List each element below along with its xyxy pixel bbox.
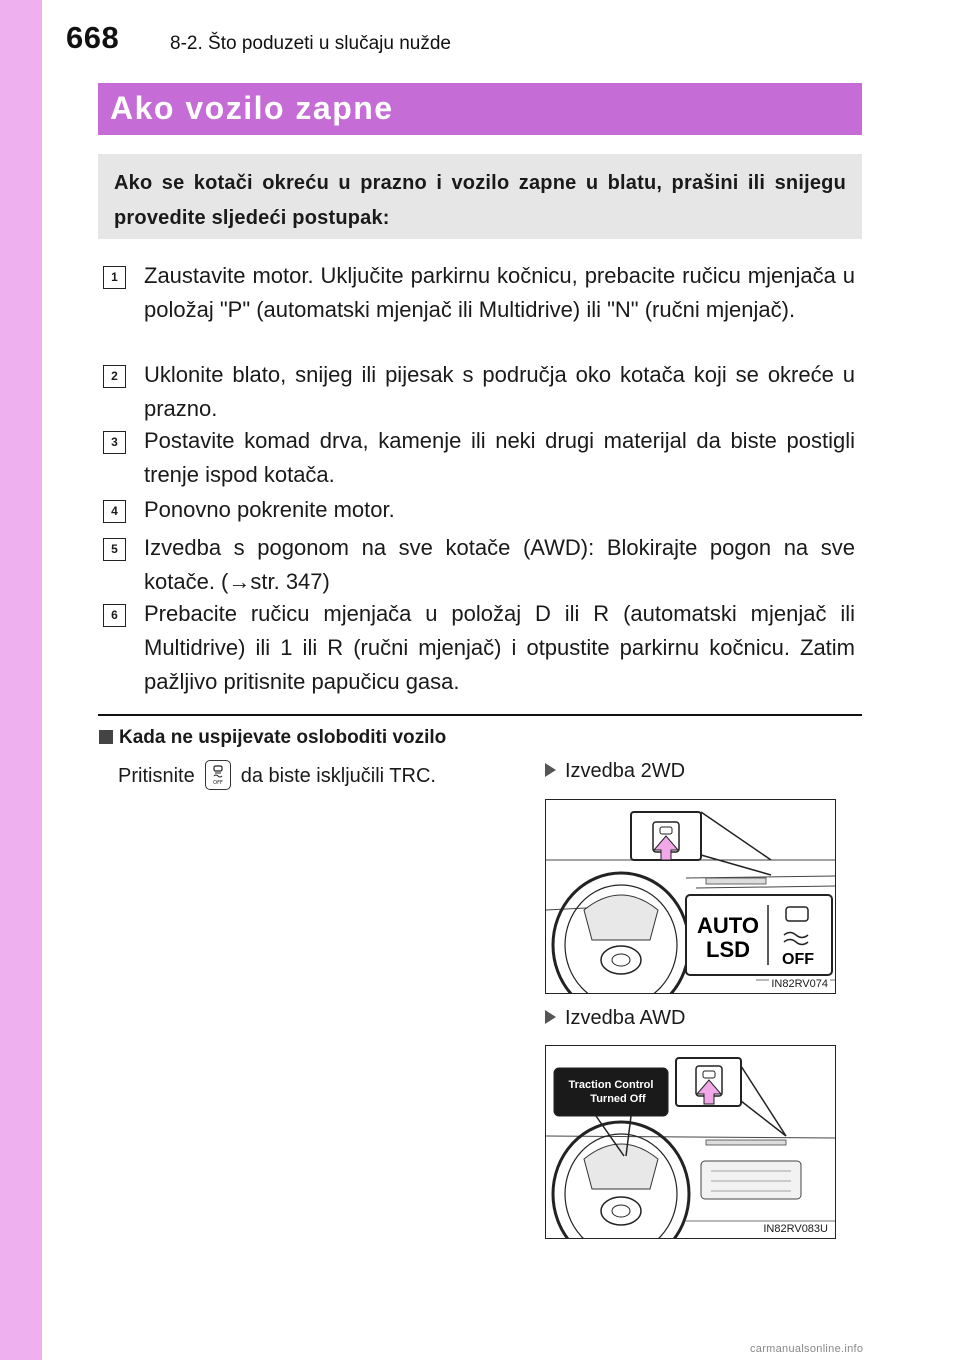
step-text: Uklonite blato, snijeg ili pijesak s područja oko kotača koji se okreće u prazno. — [144, 362, 855, 421]
step-text: Prebacite ručicu mjenjača u položaj D ili R (automatski mjenjač ili Multidrive) ili 1 ili R (ručni mjenjač) i otpustite parkirnu kočnicu. Zatim pažljivo pritisnite papučicu gasa. — [144, 601, 855, 694]
title-banner — [98, 83, 862, 135]
page-number: 668 — [66, 20, 120, 55]
triangle-bullet-icon — [545, 763, 556, 777]
note-text — [118, 760, 436, 790]
step-text: Ponovno pokrenite motor. — [144, 497, 395, 522]
figure-2wd-dashboard — [545, 799, 836, 994]
variant-label-2wd — [545, 760, 685, 783]
square-bullet-icon — [99, 730, 113, 744]
step-5 — [103, 531, 855, 599]
step-4 — [103, 493, 855, 527]
display-line-2: Turned Off — [590, 1093, 646, 1105]
display-line-1: Traction Control — [568, 1079, 654, 1091]
section-header: 8-2. Što poduzeti u slučaju nužde — [170, 33, 451, 54]
step-number: 6 — [103, 604, 126, 627]
step-text: Postavite komad drva, kamenje ili neki drugi materijal da biste postigli trenje ispod kotača. — [144, 428, 855, 487]
step-text: Zaustavite motor. Uključite parkirnu kočnicu, prebacite ručicu mjenjača u položaj "P" (automatski mjenjač ili Multidrive) ili "N" (ručni mjenjač). — [144, 263, 855, 322]
step-number: 5 — [103, 538, 126, 561]
note-text-before: Pritisnite — [118, 765, 195, 787]
note-heading-text: Kada ne uspijevate osloboditi vozilo — [119, 727, 447, 748]
panel-auto-label: AUTO — [697, 913, 759, 938]
variant-label-awd — [545, 1007, 685, 1030]
step-1 — [103, 259, 855, 327]
step-number: 1 — [103, 266, 126, 289]
step-3 — [103, 424, 855, 492]
step-6 — [103, 597, 855, 699]
figure-code: IN82RV083U — [763, 1223, 828, 1235]
side-color-strip — [0, 0, 42, 1360]
panel-lsd-label: LSD — [706, 937, 750, 962]
figure-awd-dashboard — [545, 1045, 836, 1239]
step-text: Izvedba s pogonom na sve kotače (AWD): Blokirajte pogon na sve kotače. (→str. 347) — [144, 535, 855, 594]
note-text-after: da biste isključili TRC. — [240, 765, 436, 787]
svg-text:OFF: OFF — [212, 780, 223, 786]
note-heading — [99, 727, 446, 749]
step-number: 2 — [103, 365, 126, 388]
trc-off-button-icon — [205, 760, 231, 790]
variant-label-text: Izvedba AWD — [565, 1007, 686, 1029]
variant-label-text: Izvedba 2WD — [565, 760, 686, 782]
page-title: Ako vozilo zapne — [110, 90, 394, 126]
watermark: carmanualsonline.info — [750, 1343, 864, 1355]
panel-off-label: OFF — [782, 951, 814, 968]
section-divider — [98, 714, 862, 716]
step-number: 4 — [103, 500, 126, 523]
step-number: 3 — [103, 431, 126, 454]
step-2 — [103, 358, 855, 426]
intro-box: Ako se kotači okreću u prazno i vozilo zapne u blatu, prašini ili snijegu provedite sljedeći postupak: — [98, 154, 862, 239]
figure-code: IN82RV074 — [771, 978, 828, 990]
triangle-bullet-icon — [545, 1010, 556, 1024]
